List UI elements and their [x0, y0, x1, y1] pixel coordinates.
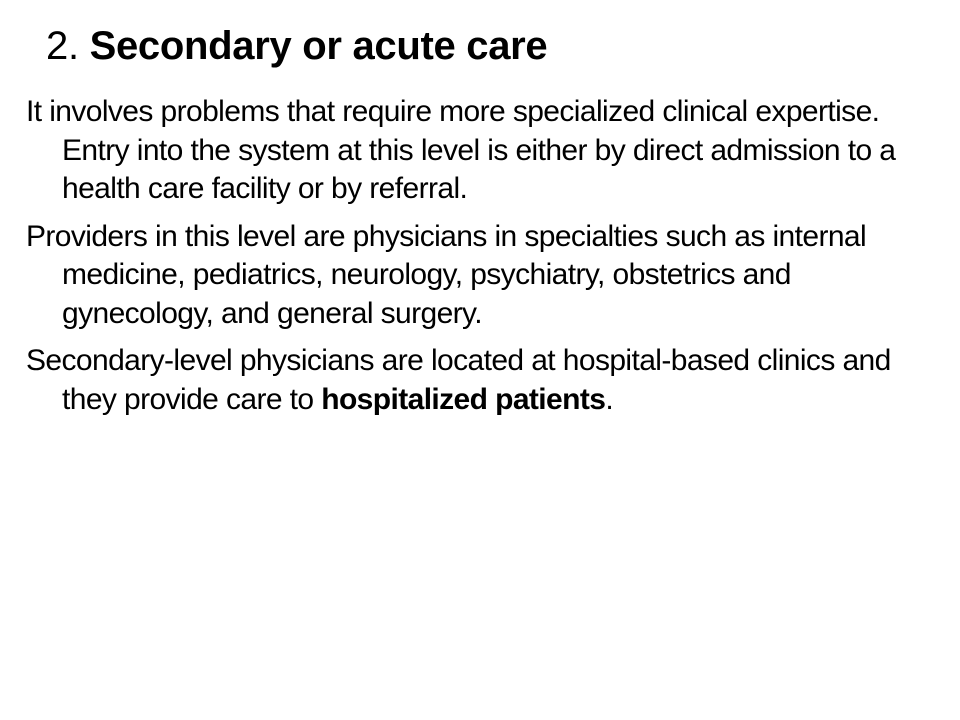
paragraph-end-punctuation: .	[605, 382, 614, 416]
title-text: Secondary or acute care	[89, 24, 548, 68]
paragraph-physician-location	[26, 342, 946, 419]
slide-title	[46, 18, 547, 74]
emphasis-hospitalized-patients: hospitalized patients	[321, 382, 606, 416]
paragraph-text: Secondary-level physicians are located at hospital-based clinics and they provide care to	[26, 344, 891, 416]
title-number: 2.	[46, 24, 79, 68]
paragraph-providers: Providers in this level are physicians in specialties such as internal medicine, pediatrics, neurology, psychiatry, obstetrics and gynecology, and general surgery.	[26, 219, 867, 330]
paragraph-acute-care-definition: It involves problems that require more specialized clinical expertise. Entry into the system at this level is either by direct admission to a health care facility or by referral.	[26, 95, 896, 205]
slide-body	[26, 93, 946, 428]
